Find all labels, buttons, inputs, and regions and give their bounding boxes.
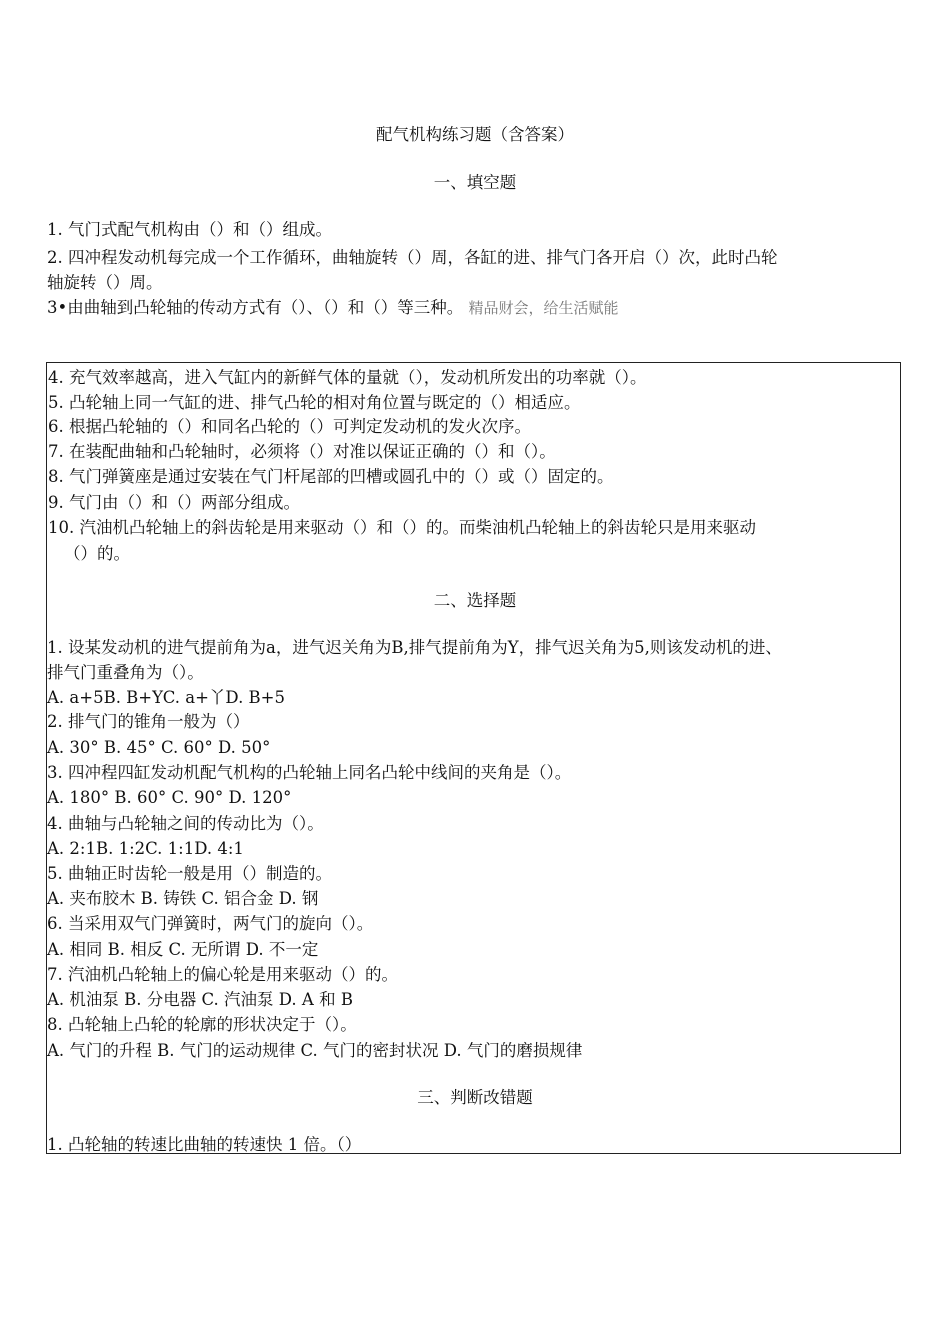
question-fill-6: 6. 根据凸轮轴的（）和同名凸轮的（）可判定发动机的发火次序。 <box>48 417 531 436</box>
question-fill-9: 9. 气门由（）和（）两部分组成。 <box>48 493 300 512</box>
question-fill-5: 5. 凸轮轴上同一气缸的进、排气凸轮的相对角位置与既定的（）相适应。 <box>48 393 581 412</box>
question-choice-2: 2. 排气门的锥角一般为（） <box>47 712 250 731</box>
options-choice-2: A. 30° B. 45° C. 60° D. 50° <box>47 738 271 757</box>
question-fill-2-line2: 轴旋转（）周。 <box>47 273 163 292</box>
question-fill-7: 7. 在装配曲轴和凸轮轴时，必须将（）对准以保证正确的（）和（）。 <box>48 442 556 461</box>
question-choice-4: 4. 曲轴与凸轮轴之间的传动比为（）。 <box>47 814 324 833</box>
question-choice-5: 5. 曲轴正时齿轮一般是用（）制造的。 <box>47 864 332 883</box>
watermark-note: 精品财会，给生活赋能 <box>468 299 619 317</box>
question-fill-1: 1. 气门式配气机构由（）和（）组成。 <box>47 220 332 239</box>
section-heading-fill-blank: 一、填空题 <box>433 173 517 192</box>
question-choice-1-line1: 1. 设某发动机的进气提前角为a，进气迟关角为B,排气提前角为Y，排气迟关角为5,则该发动机的进、 <box>47 638 782 657</box>
question-fill-10-line2: （）的。 <box>64 544 130 563</box>
options-choice-6: A. 相同 B. 相反 C. 无所谓 D. 不一定 <box>47 940 319 959</box>
question-choice-6: 6. 当采用双气门弹簧时，两气门的旋向（）。 <box>47 914 374 933</box>
question-choice-3: 3. 四冲程四缸发动机配气机构的凸轮轴上同名凸轮中线间的夹角是（）。 <box>47 763 572 782</box>
options-choice-7: A. 机油泵 B. 分电器 C. 汽油泵 D. A 和 B <box>47 990 353 1009</box>
options-choice-4: A. 2:1B. 1:2C. 1:1D. 4:1 <box>47 839 244 858</box>
question-fill-2-line1: 2. 四冲程发动机每完成一个工作循环，曲轴旋转（）周，各缸的进、排气门各开启（）次，此时凸轮 <box>47 248 778 267</box>
options-choice-3: A. 180° B. 60° C. 90° D. 120° <box>47 788 292 807</box>
question-fill-4: 4. 充气效率越高，进入气缸内的新鲜气体的量就（），发动机所发出的功率就（）。 <box>48 368 647 387</box>
question-choice-1-line2: 排气门重叠角为（）。 <box>47 663 204 682</box>
section-heading-choice: 二、选择题 <box>433 591 517 610</box>
options-choice-1: A. a+5B. B+YC. a+丫D. B+5 <box>47 688 286 707</box>
question-judge-1: 1. 凸轮轴的转速比曲轴的转速快 1 倍。（） <box>47 1135 362 1154</box>
options-choice-5: A. 夹布胶木 B. 铸铁 C. 铝合金 D. 钢 <box>47 889 319 908</box>
question-fill-3-text: 3•由曲轴到凸轮轴的传动方式有（）、（）和（）等三种。 <box>47 298 464 317</box>
options-choice-8: A. 气门的升程 B. 气门的运动规律 C. 气门的密封状况 D. 气门的磨损规律 <box>47 1041 583 1060</box>
page-title: 配气机构练习题（含答案） <box>376 125 574 144</box>
question-fill-8: 8. 气门弹簧座是通过安装在气门杆尾部的凹槽或圆孔中的（）或（）固定的。 <box>48 467 614 486</box>
question-fill-3 <box>47 296 619 320</box>
question-fill-10-line1: 10. 汽油机凸轮轴上的斜齿轮是用来驱动（）和（）的。而柴油机凸轮轴上的斜齿轮只是用来驱动 <box>48 518 756 537</box>
question-choice-7: 7. 汽油机凸轮轴上的偏心轮是用来驱动（）的。 <box>47 965 398 984</box>
section-heading-judge: 三、判断改错题 <box>417 1088 533 1107</box>
question-choice-8: 8. 凸轮轴上凸轮的轮廓的形状决定于（）。 <box>47 1015 357 1034</box>
